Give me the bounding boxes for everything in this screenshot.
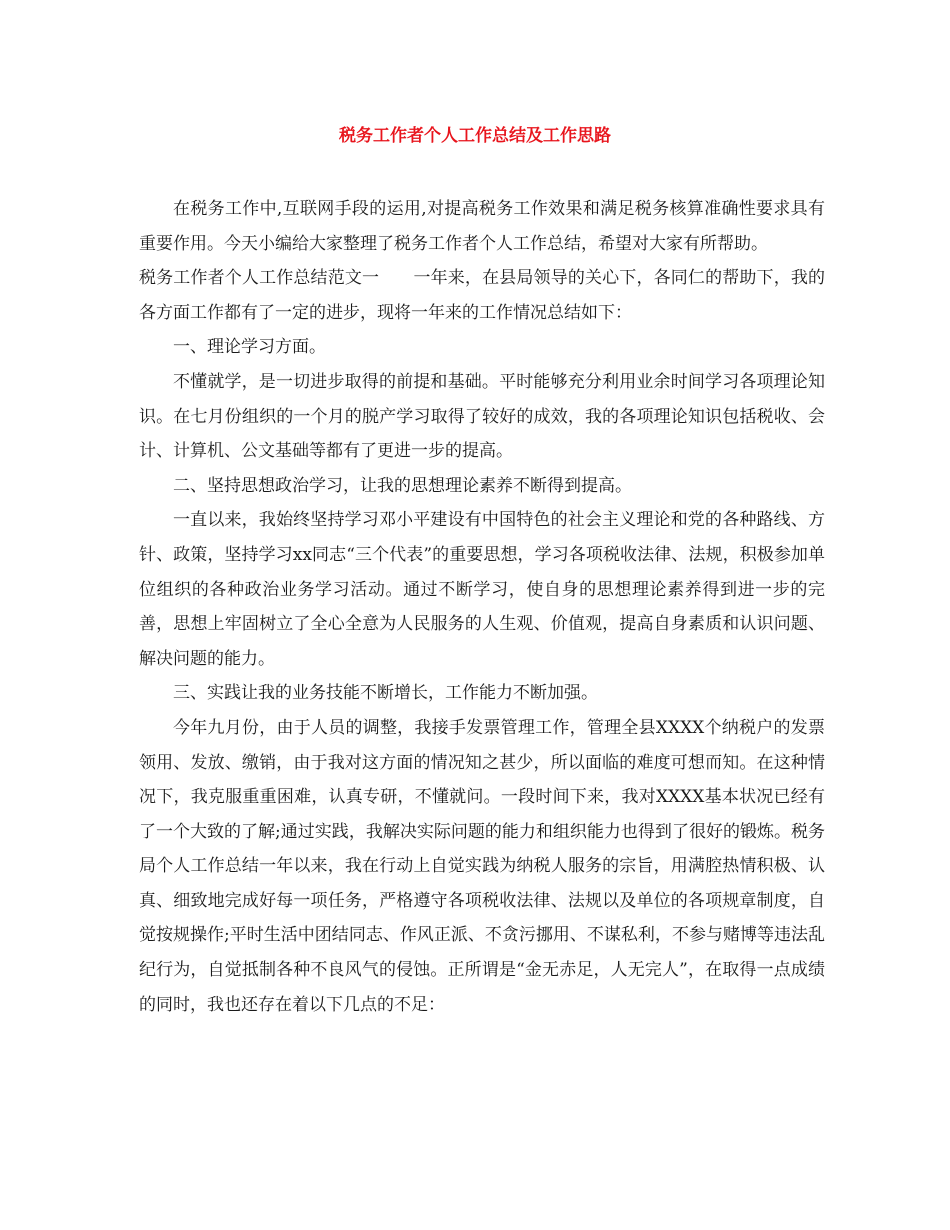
practice-paragraph: 今年九月份，由于人员的调整，我接手发票管理工作，管理全县XXXX个纳税户的发票领用、发放、缴销，由于我对这方面的情况知之甚少，所以面临的难度可想而知。在这种情况下，我克服重重困难，认真专研，不懂就问。一段时间下来，我对XXXX基本状况已经有了一个大致的了解;通过实践，我解决实际问题的能力和组织能力也得到了很好的锻炼。税务局个人工作总结一年以来，我在行动上自觉实践为纳税人服务的宗旨，用满腔热情积极、认真、细致地完成好每一项任务，严格遵守各项税收法律、法规以及单位的各项规章制度，自觉按规操作;平时生活中团结同志、作风正派、不贪污挪用、不谋私利，不参与赌博等违法乱纪行为，自觉抵制各种不良风气的侵蚀。正所谓是“金无赤足，人无完人”，在取得一点成绩的同时，我也还存在着以下几点的不足： <box>139 717 825 1015</box>
document-title: 税务工作者个人工作总结及工作思路 <box>339 126 611 146</box>
section-heading-theory: 一、理论学习方面。 <box>173 337 326 358</box>
document-body <box>139 192 825 1022</box>
section-heading-practice: 三、实践让我的业务技能不断增长，工作能力不断加强。 <box>173 683 598 704</box>
theory-paragraph: 不懂就学，是一切进步取得的前提和基础。平时能够充分利用业余时间学习各项理论知识。在七月份组织的一个月的脱产学习取得了较好的成效，我的各项理论知识包括税收、会计、计算机、公文基础等都有了更进一步的提高。 <box>139 371 825 462</box>
section-heading-politics: 二、坚持思想政治学习，让我的思想理论素养不断得到提高。 <box>173 475 632 496</box>
intro-paragraph: 在税务工作中,互联网手段的运用,对提高税务工作效果和满足税务核算准确性要求具有重要作用。今天小编给大家整理了税务工作者个人工作总结，希望对大家有所帮助。 <box>139 199 825 254</box>
sample-one-paragraph: 税务工作者个人工作总结范文一 一年来，在县局领导的关心下，各同仁的帮助下，我的各方面工作都有了一定的进步，现将一年来的工作情况总结如下： <box>139 268 825 323</box>
politics-paragraph: 一直以来，我始终坚持学习邓小平建设有中国特色的社会主义理论和党的各种路线、方针、政策，坚持学习xx同志“三个代表”的重要思想，学习各项税收法律、法规，积极参加单位组织的各种政治业务学习活动。通过不断学习，使自身的思想理论素养得到进一步的完善，思想上牢固树立了全心全意为人民服务的人生观、价值观，提高自身素质和认识问题、解决问题的能力。 <box>139 510 825 669</box>
